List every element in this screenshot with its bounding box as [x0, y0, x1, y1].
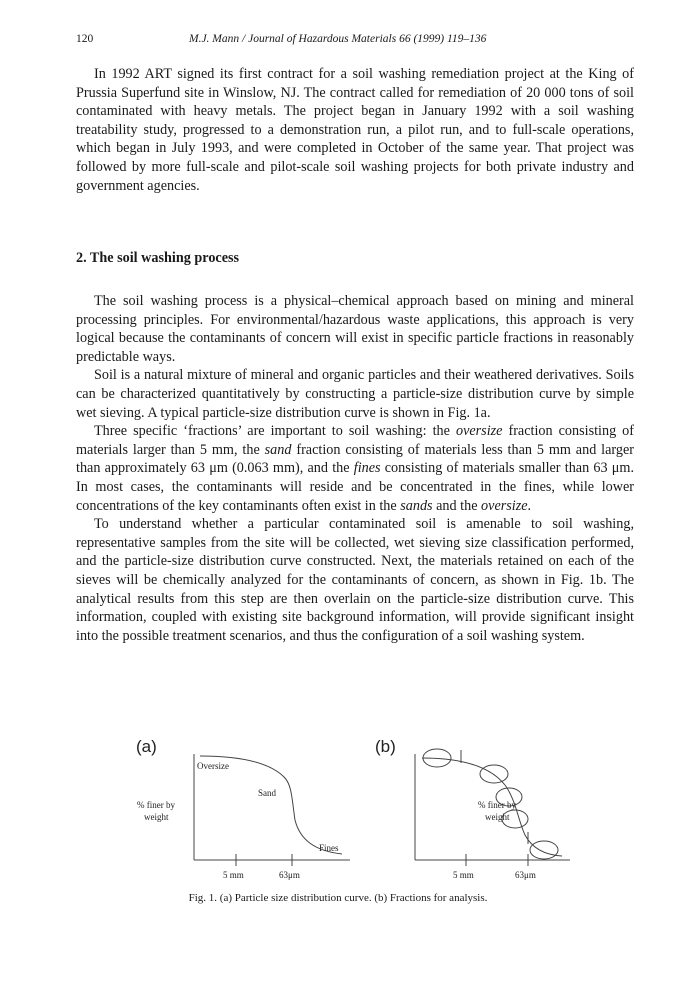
term-oversize: oversize: [481, 497, 528, 514]
paragraph-2: Soil is a natural mixture of mineral and organic particles and their weathered derivatives. Soils can be characterized quantitatively by constructing a particle-size distribution curve by simple wet sieving. A typical particle-size distribution curve is shown in Fig. 1a.: [76, 367, 634, 421]
y-axis-label: % finer by: [478, 800, 516, 810]
figure-1: [120, 730, 580, 890]
text-run: consisting of materials smaller than 63 μm. In most cases, the contaminants will reside and be concentrated in the fines, while lower concentrations of the key contaminants often exist in the: [76, 460, 634, 514]
panel-b-label: (b): [375, 737, 396, 756]
text-run: fraction consisting of materials less than 5 mm and larger than approximately 63 μm (0.063 mm), and the: [76, 441, 634, 477]
annotation-oversize: Oversize: [197, 761, 229, 771]
figure-graphic: [120, 730, 580, 890]
section-body: [76, 292, 634, 645]
y-axis-label: weight: [485, 812, 510, 822]
y-axis-label: weight: [144, 812, 169, 822]
intro-paragraph: In 1992 ART signed its first contract for a soil washing remediation project at the King of Prussia Superfund site in Winslow, NJ. The contract called for remediation of 20 000 tons of soil contaminated with heavy metals. The project began in January 1992 with a soil washing treatability study, progressed to a demonstration run, a pilot run, and to full-scale operations, which began in July 1993, and were completed in October of the same year. That project was followed by more full-scale and pilot-scale soil washing projects for both private industry and government agencies.: [76, 66, 634, 194]
section-heading: 2. The soil washing process: [76, 250, 240, 266]
intro-section: [76, 65, 634, 195]
panel-a-label: (a): [136, 737, 157, 756]
y-axis-label: % finer by: [137, 800, 175, 810]
term-sand: sand: [264, 441, 292, 458]
x-tick-5mm: 5 mm: [223, 870, 244, 880]
x-tick-63um: 63μm: [515, 870, 536, 880]
page-number: 120: [76, 33, 94, 45]
paragraph-1: The soil washing process is a physical–chemical approach based on mining and mineral processing principles. For environmental/hazardous waste applications, this approach is very logical because the contaminants of concern will exist in specific particle fractions in reasonably predictable ways.: [76, 293, 634, 365]
paragraph-3: [76, 422, 634, 515]
annotation-fines: Fines: [319, 843, 339, 853]
paragraph-4: To understand whether a particular contaminated soil is amenable to soil washing, representative samples from the site will be collected, wet sieving size classification performed, and the particle-size distribution curve constructed. Next, the materials retained on each of the sieves will be chemically analyzed for the contaminants of concern, as shown in Fig. 1b. The analytical results from this step are then overlain on the particle-size distribution curve. This information, coupled with existing site background information, will provide significant insight into the possible treatment scenarios, and thus the configuration of a soil washing system.: [76, 516, 634, 644]
figure-caption: Fig. 1. (a) Particle size distribution curve. (b) Fractions for analysis.: [188, 892, 488, 904]
term-sands: sands: [400, 497, 433, 514]
x-tick-63um: 63μm: [279, 870, 300, 880]
x-tick-5mm: 5 mm: [453, 870, 474, 880]
panel-a: [136, 737, 350, 880]
panel-b: [375, 737, 570, 880]
annotation-sand: Sand: [258, 788, 276, 798]
term-fines: fines: [353, 460, 381, 477]
running-header: [76, 33, 636, 49]
text-run: .: [527, 497, 532, 514]
text-run: and the: [432, 497, 482, 514]
running-title: M.J. Mann / Journal of Hazardous Materials 66 (1999) 119–136: [189, 33, 487, 45]
term-oversize: oversize: [455, 423, 503, 440]
text-run: Three specific ‘fractions’ are important to soil washing: the: [94, 423, 456, 440]
text-run: fraction consisting of materials larger than 5 mm, the: [76, 423, 634, 458]
